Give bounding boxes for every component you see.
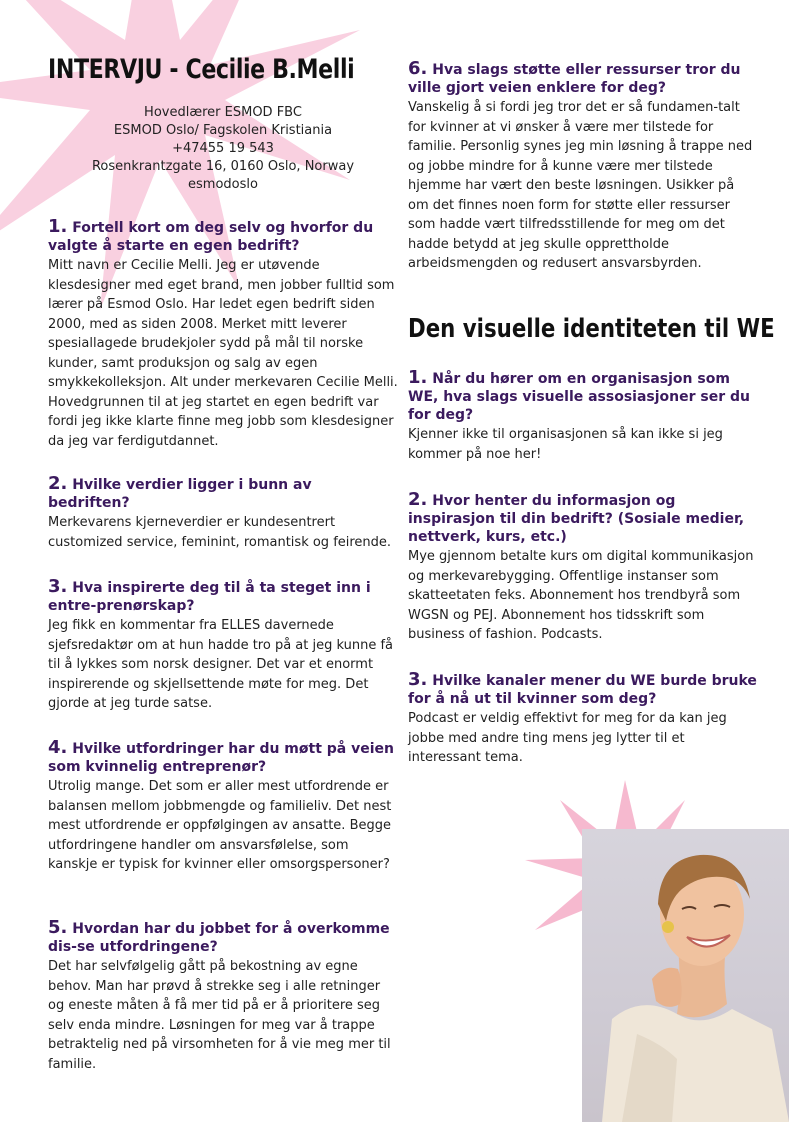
answer-text: Utrolig mange. Det som er aller mest utfordrende er balansen mellom jobbmengde og familieliv. Det nest mest utfordrende er oppfølgingen av ansatte. Begge utfordringene handler om ansvarsfølelse, som kanskje er typisk for kvinner eller omsorgspersoner?: [48, 779, 392, 872]
question-heading: 5. Hvordan har du jobbet for å overkomme dis-se utfordringene?: [48, 917, 390, 955]
question-2: [48, 475, 398, 552]
question-heading: 6. Hva slags støtte eller ressurser tror du ville gjort veien enklere for deg?: [408, 58, 741, 96]
question-heading: 1. Når du hører om en organisasjon som WE, hva slags visuelle assosiasjoner ser du for deg?: [408, 367, 751, 423]
visual-question-3: [408, 671, 758, 768]
answer-text: Kjenner ikke til organisasjonen så kan ikke si jeg kommer på noe her!: [408, 427, 723, 462]
question-heading: 4. Hvilke utfordringer har du møtt på veien som kvinnelig entreprenør?: [48, 737, 394, 775]
answer-text: Det har selvfølgelig gått på bekostning av egne behov. Man har prøvd å strekke seg i alle retninger og eneste måten å få mer tid på er å prioritere seg selv enda mindre. Løsningen for meg var å trappe betraktelig ned på virsomheten for å vie meg mer til familie.: [48, 959, 391, 1072]
answer-text: Merkevarens kjerneverdier er kundesentrert customized service, feminint, romantisk og feirende.: [48, 515, 392, 550]
contact-role: Hovedlærer ESMOD FBC: [144, 105, 302, 120]
section-title-visual-identity: Den visuelle identiteten til WE: [408, 314, 775, 344]
contact-school: ESMOD Oslo/ Fagskolen Kristiania: [113, 123, 333, 138]
answer-text: Jeg fikk en kommentar fra ELLES davernede sjefsredaktør om at hun hadde tro på at jeg kunne få til å lykkes som norsk designer. Det var et enormt inspirerende og skjellsettende møte for meg. Det gjorde at jeg turde satse.: [48, 618, 394, 711]
question-heading: 3. Hva inspirerte deg til å ta steget inn i entre-prenørskap?: [48, 576, 371, 614]
question-heading: 1. Fortell kort om deg selv og hvorfor du valgte å starte en egen bedrift?: [48, 216, 374, 254]
contact-block: [48, 104, 398, 194]
contact-address: Rosenkrantzgate 16, 0160 Oslo, Norway: [91, 159, 355, 174]
answer-text: Mye gjennom betalte kurs om digital kommunikasjon og merkevarebygging. Offentlige instanser som skatteetaten feks. Abonnement hos trendbyrå som WGSN og PEJ. Abonnement hos tidsskrift som business of fashion. Podcasts.: [408, 549, 754, 642]
visual-question-1: [408, 369, 758, 464]
question-3: [48, 578, 398, 714]
question-1: [48, 218, 398, 451]
question-heading: 3. Hvilke kanaler mener du WE burde bruke for å nå ut til kvinner som deg?: [408, 669, 757, 707]
question-4: [48, 739, 398, 875]
answer-text: Mitt navn er Cecilie Melli. Jeg er utøvende klesdesigner med eget brand, men jobber fulltid som lærer på Esmod Oslo. Har ledet egen bedrift siden 2000, med as siden 2008. Merket mitt leverer spesiallagede brudekjoler sydd på mål til norske kunder, samt produksjon og salg av egen smykkekolleksjon. Alt under merkevaren Cecilie Melli. Hovedgrunnen til at jeg startet en egen bedrift var fordi jeg ikke klarte finne meg jobb som klesdesigner da jeg var ferdigutdannet.: [48, 258, 398, 449]
question-heading: 2. Hvilke verdier ligger i bunn av bedriften?: [48, 473, 312, 511]
answer-text: Vanskelig å si fordi jeg tror det er så fundamen-talt for kvinner at vi ønsker å være mer tilstede for familie. Personlig synes jeg min løsning å trappe ned og jobbe mindre for å kunne være mer tilstede hjemme har vært den beste løsningen. Usikker på om det finnes noen form for støtte eller ressurser som hadde vært tilfredsstillende for meg om det hadde betydd at jeg skulle opprettholde arbeidsmengden og redusert ansvarsbyrden.: [408, 100, 753, 271]
question-6: [408, 60, 758, 274]
answer-text: Podcast er veldig effektivt for meg for da kan jeg jobbe med andre ting mens jeg lytter til et interessant tema.: [408, 711, 727, 765]
question-heading: 2. Hvor henter du informasjon og inspirasjon til din bedrift? (Sosiale medier, nettverk, kurs, etc.): [408, 489, 745, 545]
contact-phone: +47455 19 543: [172, 141, 274, 156]
portrait-photo: [582, 829, 789, 1122]
visual-question-2: [408, 491, 758, 645]
contact-handle: esmodoslo: [188, 177, 258, 192]
page-title: INTERVJU - Cecilie B.Melli: [48, 54, 355, 85]
portrait-illustration: [582, 829, 789, 1122]
question-5: [48, 919, 398, 1074]
